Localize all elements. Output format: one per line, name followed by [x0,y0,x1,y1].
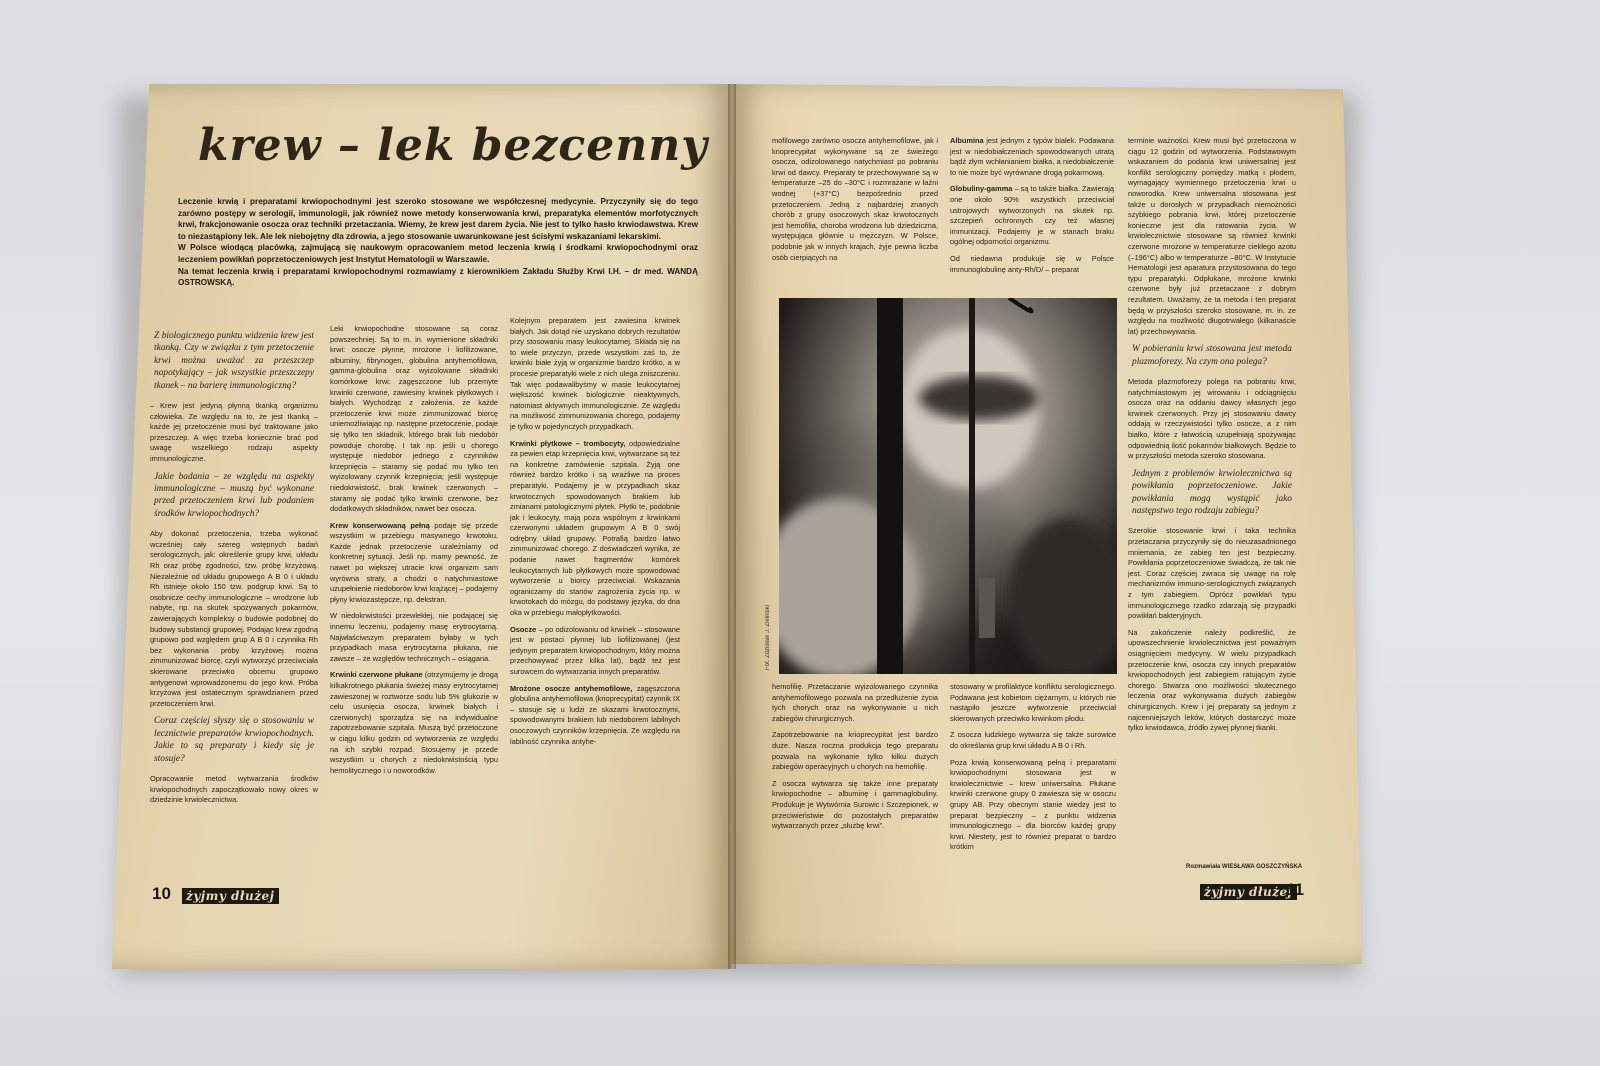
body-paragraph: terminie ważności. Krew musi być przetoczona w ciągu 12 godzin od wytworzenia. Podstawowym wskazaniem do podania krwi uniwersalnej jest konflikt serologiczny pomiędzy matką i płodem, wymagający wymiennego przetoczenia krwi u noworodka. Krew uniwersalna stosowana jest także u dorosłych w przypadkach niemożności szybkiego pobrania krwi, której przetoczenie konieczne jest dla ratowania życia. W krwiolecznictwie stosowane są również krwinki czerwone mrożone w temperaturze ciekłego azotu (–196°C) albo w temperaturze –80°C. W Instytucie Hematologii jest aparatura przystosowana do tego typu preparatyki. Odpłukane, mrożone krwinki czerwone były już przetaczane z dobrym rezultatem. Uważamy, że ta metoda i ten preparat będą w przyszłości szeroko stosowane, m. in. ze względu na możliwość długotrwałego (kilkanaście lat) przechowywania. [1128,136,1296,336]
interview-question: Coraz częściej słyszy się o stosowaniu w lecznictwie preparatów krwiopochodnych. Jakie to są preparaty i kiedy się je stosuje? [154,716,314,764]
lead-paragraph: W Polsce wiodącą placówką, zajmującą się naukowym opracowaniem metod leczenia krwią i środkami krwiopochodnymi oraz leczeniem powikłań poprzetoczeniowych jest Instytut Hematologii w Warszawie. [178,243,698,264]
body-paragraph: Krew konserwowaną pełną podaje się przede wszystkim w przebiegu masywnego krwotoku. Każde jednak przetoczenie uzależniamy od konkretnej sytuacji. Jeśli np. mamy pewność, że nawet po większej utracie krwi organizm sam wyrówna straty, a chodzi o natychmiastowe uzupełnienie niedoborów krwi krążącej – podajemy płyny krwiozastępcze, np. dekstran. [330,520,498,604]
article-photo [779,298,1117,674]
magazine-spine [728,84,736,969]
interview-question: Jednym z problemów krwiolecznictwa są powikłania poprzetoczeniowe. Jakie powikłania mogą wystąpić jako następstwo tego rodzaju zabiegu? [1132,468,1292,517]
interview-credit: Rozmawiała WIESŁAWA GOSZCZYŃSKA [1186,864,1303,870]
body-paragraph: Od niedawna produkuje się w Polsce immunoglobulinę anty-Rh/D/ – preparat [950,253,1114,274]
body-paragraph: stosowany w profilaktyce konfliktu serologicznego. Podawana jest kobietom ciężarnym, u których nie nastąpiło jeszcze wytworzenie przeciwciał skierowanych przeciwko krwinkom płodu. [950,682,1116,723]
body-paragraph: Krwinki czerwone płukane (otrzymujemy je drogą kilkakrotnego płukania świeżej masy erytrocytarnej zawieszonej w roztworze sodu lub 5% glukozie w celu usunięcia osocza, krwinek białych i czerwonych) sporządza się na indywidualne zapotrzebowanie szpitala. Muszą być przetoczone w ciągu kilku godzin od wytworzenia ze względu na ich szybki rozpad. Stosujemy je przede wszystkim u chorych z niedokrwistością typu hemolitycznego i u noworodków. [330,670,498,775]
body-paragraph: hemofilię. Przetaczanie wyizolowanego czynnika antyhemofilowego pozwala na przedłużenie życia tych chorych oraz na wykonywanie u nich zabiegów chirurgicznych. [772,682,938,723]
interview-question: Jakie badania – ze względu na aspekty immunologiczne – muszą być wykonane przed przetoczeniem krwi lub podaniem środków krwiopochodnych? [154,471,314,519]
subhead: Globuliny-gamma [950,184,1013,194]
body-paragraph: W niedokrwistości przewlekłej, nie podającej się innemu leczeniu, podajemy masę erytrocytarną. Najwłaściwszym preparatem byłaby w tych przypadkach masa erytrocytarna płukana, nie zawsze – ze względów technicznych – osiągana. [330,611,498,663]
interview-answer: – Krew jest jedyną płynną tkanką organizmu człowieka. Ze względu na to, że jest tkanką – każde jej przetoczenie musi być traktowane jako przeszczep. A więc trzeba koniecznie brać pod uwagę wszelkiego rodzaju aspekty immunologiczne. [150,401,318,463]
body-paragraph: Mrożone osocze antyhemofilowe, zagęszczona globulina antyhemofilowa (krioprecypitat) czynnik IX – stosuje się u ludzi ze skazami krwotocznymi, spowodowanymi brakiem lub niedoborem labilnych osoczowych czynników krzepnięcia. Ze względu na labilność czynnika antyhe- [510,683,680,746]
interview-answer: Metoda plazmoforezy polega na pobraniu krwi, natychmiastowym jej wirowaniu i odciągnięciu osocza oraz na oddaniu dawcy własnych jego krwinek czerwonych. Przy jej stosowaniu dawcy oddają w rzeczywistości tylko osocze, a z nim białko, które z łatwością uzupełniają spożywając odpowiednią ilość pokarmów białkowych. Będzie to w przyszłości metoda szeroko stosowana. [1128,377,1296,461]
article-lead [178,196,698,289]
photo-image [779,298,1117,674]
interview-answer: Szerokie stosowanie krwi i taka technika przetaczania przyczyniły się do nieuzasadnionego mniemania, że zabieg ten jest bezpieczny. Powikłania poprzetoczeniowe świadczą, że tak nie jest. Coraz częściej zwraca się uwagę na rolę mechanizmów immuno-serologicznych związanych z tym zabiegiem. Oprócz powikłań typu immunologicznego rzadko zdarzają się przypadki powikłań bakteryjnych. [1128,526,1296,621]
interview-question: Z biologicznego punktu widzenia krew jest tkanką. Czy w związku z tym przetoczenie krwi można uważać za przeszczep napotykający – jak wszystkie przeszczepy tkanek – na barierę immunologiczną? [154,331,314,391]
body-paragraph: Leki krwiopochodne stosowane są coraz powszechniej. Są to m. in. wymienione składniki krwi: osocze płynne, mrożone i liofilizowane, albuminy, fibrynogen, globulina antyhemofilowa, gamma-globulina oraz wyizolowane składniki komórkowe krwi: zagęszczone lub przemyte krwinki czerwone, zawiesiny krwinek płytkowych i białych. Wychodząc z założenia, że każde przetoczenie krwi może zimmunizować biorcę uniemożliwiając np. następne przetoczenie, podaje się tylko ten składnik, którego brak lub niedobór powoduje chorobę. I tak np. jeśli u chorego występuje niedobór jednego z czynników krzepnięcia – staramy się podać mu tylko ten wyizolowany czynnik krzepnięcia; jeśli występuje niedokrwistość, brak krwinek czerwonych – staramy się podać tylko krwinki czerwone, bez dodatkowych składników, nawet bez osocza. [330,324,498,514]
right-column-3 [1128,136,1296,868]
body-paragraph: Kolejnym preparatem jest zawiesina krwinek białych. Jak dotąd nie uzyskano dobrych rezultatów przy stosowaniu masy leukocytarnej. Składa się na to wiele przyczyn, przede wszystkim zaś to, że krwinki białe żyją w organizmie bardzo krótko, a w procesie preparatyki wiele z nich ulega zniszczeniu. Tak więc podawalibyśmy w masie leukocytarnej większość krwinek biologicznie nieaktywnych, natomiast aktywnych immunologicznie. Ze względu na możliwość zimmunizowania chorego, podajemy je tylko w pojedynczych przypadkach. [510,316,680,431]
right-page-number: 11 [1286,880,1304,899]
subhead: Mrożone osocze antyhemofilowe, [510,683,633,693]
lead-paragraph: Leczenie krwią i preparatami krwiopochodnymi jest szeroko stosowane we współczesnej medycynie. Przyczyniły się do tego zarówno postępy w serologii, immunologii, jak również nowe metody konserwowania krwi, preparatyka elementów morfotycznych krwi, frakcjonowanie osocza oraz techniki przetaczania. Wiemy, że krew jest darem życia. Nie jest to tylko hasło krwiodawstwa. Krew to niezastąpiony lek. Ale lek niebojętny dla zdrowia, a jego stosowanie uwarunkowane jest ścisłymi wskazaniami lekarskimi. [178,197,698,241]
left-column-3 [510,316,680,872]
photo-credit: Fot. Zdzisław J. Zieliński [765,604,771,670]
body-paragraph: Globuliny-gamma – są to także białka. Zawierają one około 90% wszystkich przeciwciał ustrojowych wytworzonych na skutek np. szczepień ochronnych czy też własnej immunizacji. Podajemy je w stanach braku ogólnej odporności organizmu. [950,184,1114,247]
right-column-1-top [772,136,938,294]
subhead: Albumina [950,136,984,145]
body-paragraph: Albumina jest jednym z typów białek. Podawana jest w niedobiałczeniach spowodowanych utratą bądź złym wchłanianiem białka, a niedobiałczenie to nie może być wyrównane drogą pokarmową. [950,136,1114,177]
body-paragraph: Krwinki płytkowe – trombocyty, odpowiedzialne za pewien etap krzepnięcia krwi, wytwarzane są też na konkretne zamówienie szpitala. Żyją one również bardzo krótko i są wrażliwe na proces preparatyki. Podajemy je w przypadkach skaz krwotocznych spowodowanych brakiem lub zmianami patologicznymi płytek. Płytki te, podobnie jak i leukocyty, mają poza wspólnym z krwinkami czerwonymi układem grupowym A B 0 swój odrębny układ grupowy. Potrafią bardzo łatwo zimmunizować chorego. Z doświadczeń wynika, że podanie nawet fragmentów komórek leukocytarnych lub płytkowych może spowodować wytworzenie u biorcy przeciwciał. Wskazania ograniczamy do stanów zagrożenia życia np. w krwotokach do mózgu, do podstawy języka, do dna oka w przebiegu małopłytkowości. [510,438,680,618]
subhead: Krwinki czerwone płukane [330,670,423,680]
right-column-1-bottom [772,682,938,868]
subhead: Osocze [510,624,537,634]
interview-question: W pobieraniu krwi stosowana jest metoda plazmoforezy. Na czym ona polega? [1132,344,1292,367]
body-paragraph: Osocze – po odizolowaniu od krwinek – stosowane jest w postaci płynnej lub liofilizowanej (jest jedynym preparatem krwiopochodnym, który można przechowywać przez kilka lat), bądź też jest surowcem do wytwarzania innych preparatów. [510,624,680,676]
magazine-badge-right: żyjmy dłużej [1200,884,1297,900]
body-paragraph: Z osocza ludzkiego wytwarza się także surowice do określania grup krwi układu A B 0 i Rh. [950,730,1116,750]
body-paragraph: Z osocza wytwarza się także inne preparaty krwiopochodne – albuminę i gammaglobuliny. Produkuje je Wytwórnia Surowic i Szczepionek, w przeciwieństwie do pozostałych preparatów wytwarzanych przez „służbę krwi”. [772,778,938,831]
right-column-2-bottom [950,682,1116,868]
interview-answer: Aby dokonać przetoczenia, trzeba wykonać wcześniej cały szereg wstępnych badań serologicznych, jak: określenie grupy krwi, układu Rh oraz próbę zgodności, tzw. próbę krzyżową. Niezależnie od układu grupowego A B 0 i układu Rh istnieje około 150 tzw. podgrup krwi. Są to osobnicze cechy immunologiczne – wrodzone lub nabyte, np. na skutek spożywanych pokarmów, zawierających kompleksy o budowie podobnej do budowy substancji grupowej. Podając krew zgodną grupowo pod względem grup A B 0 i czynnika Rh bez wykonania próby krzyżowej można zimmunizować biorcę, czyli wytworzyć przeciwciała skierowane przeciwko obcemu grupowo antygenowi wprowadzonemu do jego krwi. Próba krzyżowa jest ostatecznym sprawdzianem przed przetoczeniem krwi. [150,529,318,708]
body-paragraph: Poza krwią konserwowaną pełną i preparatami krwiopochodnymi stosowana jest w krwiolecznictwie – krew uniwersalna. Płukane krwinki czerwone grupy 0 zawiesza się w osoczu grupy AB. Przy obecnym stanie wiedzy jest to preparat bezpieczny – z punktu widzenia immunologicznego – dla biorców każdej grupy krwi. Niestety, jest to również preparat o bardzo krótkim [950,757,1116,852]
article-headline: krew – lek bezcenny [198,120,708,171]
subhead: Krwinki płytkowe – trombocyty, [510,438,626,448]
body-paragraph: mofilowego zarówno osocza antyhemofilowe, jak i krioprecypitat wykonywane są ze świeżego osocza, odizolowanego natychmiast po pobraniu krwi od dawcy. Preparaty te przechowywane są w temperaturze –25 do –30°C i rozmrażane w łaźni wodnej (+37°C) bezpośrednio przed przetoczeniem. Jedną z najbardziej znanych chorób z grupy osoczowych skaz krwotocznych jest hemofilia, choroba wrodzona lub dziedziczna, występująca głównie u mężczyzn. W Polsce, podobnie jak w innych krajach, żyje pewna liczba osób cierpiących na [772,136,938,262]
lead-paragraph: Na temat leczenia krwią i preparatami krwiopochodnymi rozmawiamy z kierownikiem Zakładu Służby Krwi I.H. – dr med. WANDĄ OSTROWSKĄ. [178,266,698,288]
body-paragraph: Zapotrzebowanie na krioprecypitat jest bardzo duże. Nasza roczna produkcja tego preparatu pozwala na wykonanie tylko kilku dużych zabiegów operacyjnych u chorych na hemofilię. [772,730,938,772]
right-column-2-top [950,136,1114,294]
interview-answer: Na zakończenie należy podkreślić, że upowszechnienie krwiolecznictwa jest poważnym osiągnięciem medycyny. W wielu przypadkach przetoczenie krwi, osocza czy innych preparatów krwiopochodnych jest zabiegiem ratującym życie chorego. Stwarza ono możliwości skutecznego leczenia oraz wykonywania dużych zabiegów chirurgicznych. Krew i jej preparaty są jednym z najcenniejszych leków, których dostarczyć może tylko krwiodawca, źródło żywej płynnej tkanki. [1128,627,1296,733]
interview-answer: Opracowanie metod wytwarzania środków krwiopochodnych zapoczątkowało nowy okres w dziedzinie krwiolecznictwa. [150,773,318,805]
left-column-1 [150,324,318,872]
subhead: Krew konserwowaną pełną [330,520,430,530]
magazine-badge-left: żyjmy dłużej [182,888,279,904]
left-column-2 [330,324,498,872]
left-page-number: 10 [152,884,171,903]
